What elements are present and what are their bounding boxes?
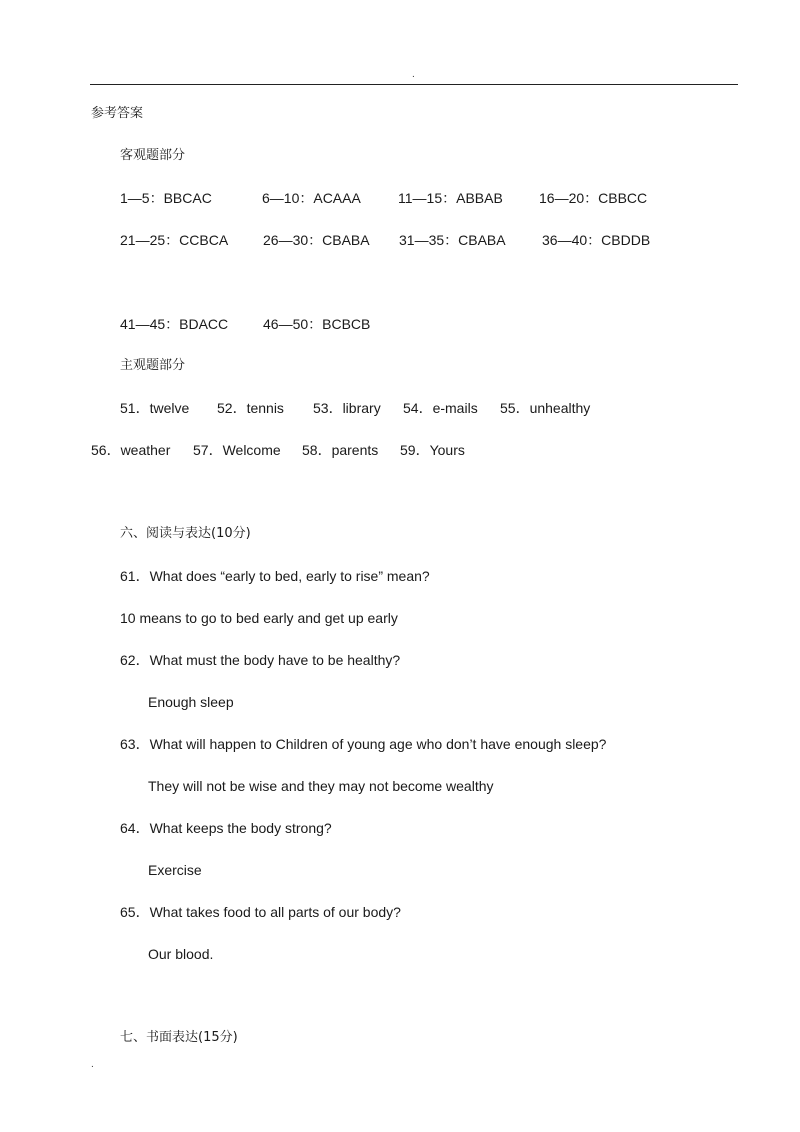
- subjective-answer-52: 52．tennis: [217, 400, 284, 416]
- footer-dot: .: [91, 1059, 94, 1070]
- objective-answer-41-45: 41—45：BDACC: [120, 316, 229, 332]
- objective-answer-21-25: 21—25：CCBCA: [120, 232, 229, 248]
- header-dot: .: [412, 69, 415, 80]
- objective-answer-36-40: 36—40：CBDDB: [542, 232, 651, 248]
- subjective-answer-55: 55．unhealthy: [500, 400, 591, 416]
- objective-answer-6-10: 6—10：ACAAA: [262, 190, 361, 206]
- question-64: 64．What keeps the body strong?: [120, 820, 332, 836]
- answer-63: They will not be wise and they may not become wealthy: [148, 778, 494, 794]
- objective-answer-1-5: 1—5：BBCAC: [120, 190, 212, 206]
- reading-heading: 六、阅读与表达(10分): [120, 526, 251, 541]
- objective-answer-11-15: 11—15：ABBAB: [398, 190, 503, 206]
- question-63: 63．What will happen to Children of young age who don’t have enough sleep?: [120, 736, 607, 752]
- objective-answer-46-50: 46—50：BCBCB: [263, 316, 371, 332]
- objective-answer-16-20: 16—20：CBBCC: [539, 190, 648, 206]
- objective-heading: 客观题部分: [120, 148, 186, 163]
- question-61: 61．What does “early to bed, early to rise” mean?: [120, 568, 430, 584]
- answer-title: 参考答案: [91, 106, 144, 121]
- answer-61: 10 means to go to bed early and get up early: [120, 610, 398, 626]
- objective-answer-26-30: 26—30：CBABA: [263, 232, 370, 248]
- question-62: 62．What must the body have to be healthy?: [120, 652, 401, 668]
- answer-64: Exercise: [148, 862, 202, 878]
- question-65: 65．What takes food to all parts of our body?: [120, 904, 401, 920]
- header-rule: [90, 84, 738, 85]
- subjective-answer-51: 51．twelve: [120, 400, 190, 416]
- answer-62: Enough sleep: [148, 694, 234, 710]
- subjective-answer-57: 57．Welcome: [193, 442, 281, 458]
- subjective-answer-53: 53．library: [313, 400, 381, 416]
- subjective-answer-59: 59．Yours: [400, 442, 465, 458]
- writing-heading: 七、书面表达(15分): [120, 1030, 238, 1045]
- subjective-heading: 主观题部分: [120, 358, 186, 373]
- subjective-answer-54: 54．e-mails: [403, 400, 478, 416]
- answer-65: Our blood.: [148, 946, 214, 962]
- subjective-answer-58: 58．parents: [302, 442, 379, 458]
- subjective-answer-56: 56．weather: [91, 442, 171, 458]
- objective-answer-31-35: 31—35：CBABA: [399, 232, 506, 248]
